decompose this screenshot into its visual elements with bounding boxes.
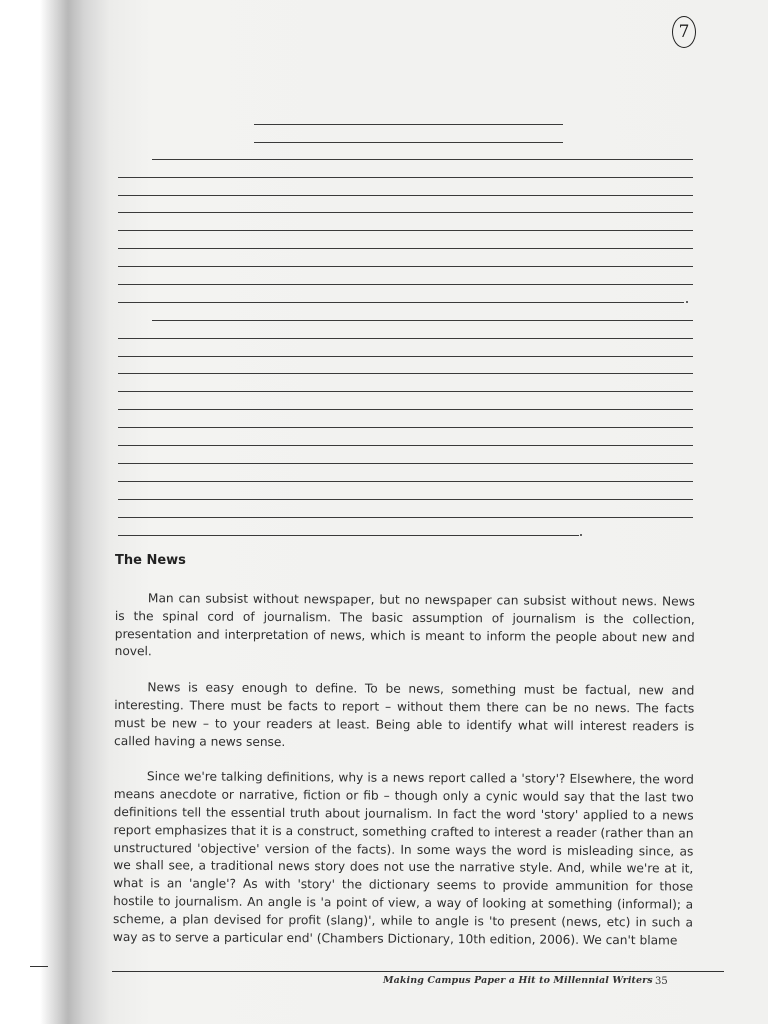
section-heading: The News	[115, 553, 186, 568]
writing-line	[118, 356, 693, 357]
writing-line	[118, 373, 693, 374]
writing-line	[152, 159, 693, 160]
writing-line	[118, 427, 693, 428]
writing-line	[118, 302, 684, 303]
writing-line	[118, 266, 693, 267]
line-end-period	[686, 301, 688, 303]
writing-line	[118, 391, 693, 392]
paragraph: Since we're talking definitions, why is a news report called a 'story'? Elsewhere, the word means anecdote or narrative, fiction or fib – though only a cynic would say that the last two definitions tell the essential truth about journalism. In fact the word 'story' applied to a news report emphasizes that it is a construct, something crafted to interest a reader (rather than an unstructured 'objective' version of the facts). In some ways the word is misleading since, as we shall see, a traditional news story does not use the narrative style. And, while we're at it, what is an 'angle'? As with 'story' the dictionary seems to provide ammunition for those hostile to journalism. An angle is 'a point of view, a way of looking at something (informal); a scheme, a plan devised for profit (slang)', while to angle is 'to present (news, etc) in such a way as to serve a particular end' (Chambers Dictionary, 10th edition, 2006). We can't blame	[112, 769, 694, 947]
article-body	[113, 590, 695, 968]
writing-line	[118, 499, 693, 500]
writing-line	[118, 212, 693, 213]
page-marker-number: 7	[678, 22, 690, 42]
footer-divider	[112, 971, 724, 972]
writing-line	[118, 481, 693, 482]
writing-line	[118, 463, 693, 464]
page-number: 35	[655, 976, 668, 987]
writing-line	[152, 320, 693, 321]
writing-line	[118, 230, 693, 231]
running-footer-title: Making Campus Paper a Hit to Millennial Writers	[383, 975, 653, 986]
writing-line	[118, 284, 693, 285]
paragraph: News is easy enough to define. To be news, something must be factual, new and interesting. There must be facts to report – without them there can be no news. The facts must be new – to your readers at least. Being able to identify what will interest readers is called having a news sense.	[114, 680, 695, 749]
writing-line	[118, 338, 693, 339]
title-line	[254, 142, 563, 143]
margin-tick-mark	[30, 966, 48, 967]
writing-line	[118, 195, 693, 196]
writing-line	[118, 177, 693, 178]
line-end-period	[580, 534, 582, 536]
writing-line	[118, 248, 693, 249]
writing-line	[118, 517, 693, 518]
paragraph: Man can subsist without newspaper, but no newspaper can subsist without news. News is the spinal cord of journalism. The basic assumption of journalism is the collection, presentation and interpretation of news, which is meant to inform the people about new and novel.	[114, 591, 695, 659]
writing-line	[118, 409, 693, 410]
title-line	[254, 124, 563, 125]
writing-line	[118, 445, 693, 446]
writing-line	[118, 535, 579, 536]
